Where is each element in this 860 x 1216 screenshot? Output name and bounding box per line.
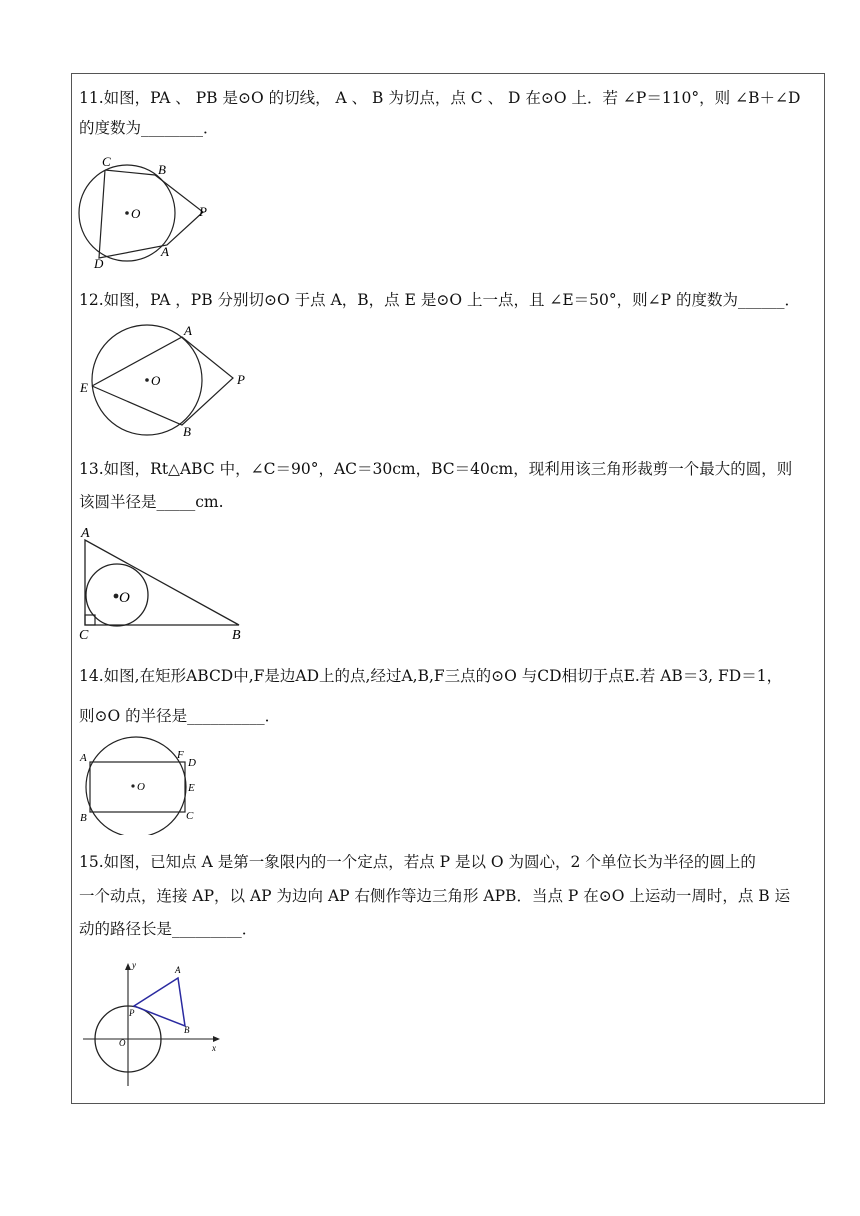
q11-line1: 11.如图，PA 、 PB 是⊙O 的切线， A 、 B 为切点，点 C 、 D 在⊙O 上．若 ∠P＝110°，则 ∠B＋∠D: [79, 89, 801, 107]
q15-label-a: A: [175, 965, 181, 975]
q11-label-a: A: [161, 244, 169, 259]
q14-label-b: B: [80, 812, 87, 824]
q11-label-c: C: [102, 154, 111, 169]
q11-line2: 的度数为________．: [79, 119, 219, 137]
q13-figure: [75, 522, 250, 644]
q12-figure: [75, 322, 255, 440]
q13-label-c: C: [79, 628, 89, 643]
q11-label-p: P: [199, 204, 207, 219]
q14-label-f: F: [177, 749, 184, 761]
q14-line1: 14.如图,在矩形ABCD中,F是边AD上的点,经过A,B,F三点的⊙O 与CD相切于点E.若 AB＝3, FD＝1，: [79, 667, 783, 685]
q13-line2: 该圆半径是_____cm.: [79, 493, 224, 511]
q13-label-b: B: [232, 628, 241, 643]
q15-label-x: x: [212, 1043, 216, 1053]
q13-label-a: A: [81, 526, 90, 541]
q14-label-o: O: [137, 781, 145, 793]
q14-label-e: E: [188, 782, 195, 794]
q12-line1: 12.如图，PA ，PB 分别切⊙O 于点 A，B，点 E 是⊙O 上一点，且 ∠E＝50°，则∠P 的度数为______．: [79, 291, 800, 309]
q14-line2: 则⊙O 的半径是__________．: [79, 707, 281, 725]
q15-triangle-apb: [134, 978, 185, 1026]
q14-figure: [75, 735, 205, 835]
q14-label-a: A: [80, 752, 87, 764]
q15-line3: 动的路径长是_________．: [79, 920, 258, 938]
q13-line1: 13.如图，Rt△ABC 中，∠C＝90°，AC＝30cm，BC＝40cm，现利用该三角形裁剪一个最大的圆，则: [79, 460, 793, 478]
q12-label-b: B: [183, 424, 191, 439]
q15-label-p: P: [129, 1008, 135, 1018]
q14-label-c: C: [186, 810, 194, 822]
q14-label-d: D: [188, 757, 196, 769]
q11-label-b: B: [158, 162, 166, 177]
q15-line2: 一个动点，连接 AP，以 AP 为边向 AP 右侧作等边三角形 APB．当点 P 在⊙O 上运动一周时，点 B 运: [79, 887, 791, 905]
q15-label-b: B: [184, 1025, 190, 1035]
q11-label-d: D: [94, 256, 104, 271]
q11-figure: [75, 150, 225, 272]
q12-label-e: E: [80, 380, 88, 395]
q15-figure: [75, 958, 235, 1090]
q15-label-o: O: [119, 1038, 126, 1048]
q12-label-o: O: [151, 373, 161, 388]
q11-label-o: O: [131, 206, 141, 221]
q12-label-p: P: [237, 372, 245, 387]
q15-label-y: y: [132, 960, 136, 970]
q12-label-a: A: [184, 323, 192, 338]
q15-line1: 15.如图，已知点 A 是第一象限内的一个定点，若点 P 是以 O 为圆心，2 个单位长为半径的圆上的: [79, 853, 756, 871]
q13-label-o: O: [119, 590, 130, 606]
